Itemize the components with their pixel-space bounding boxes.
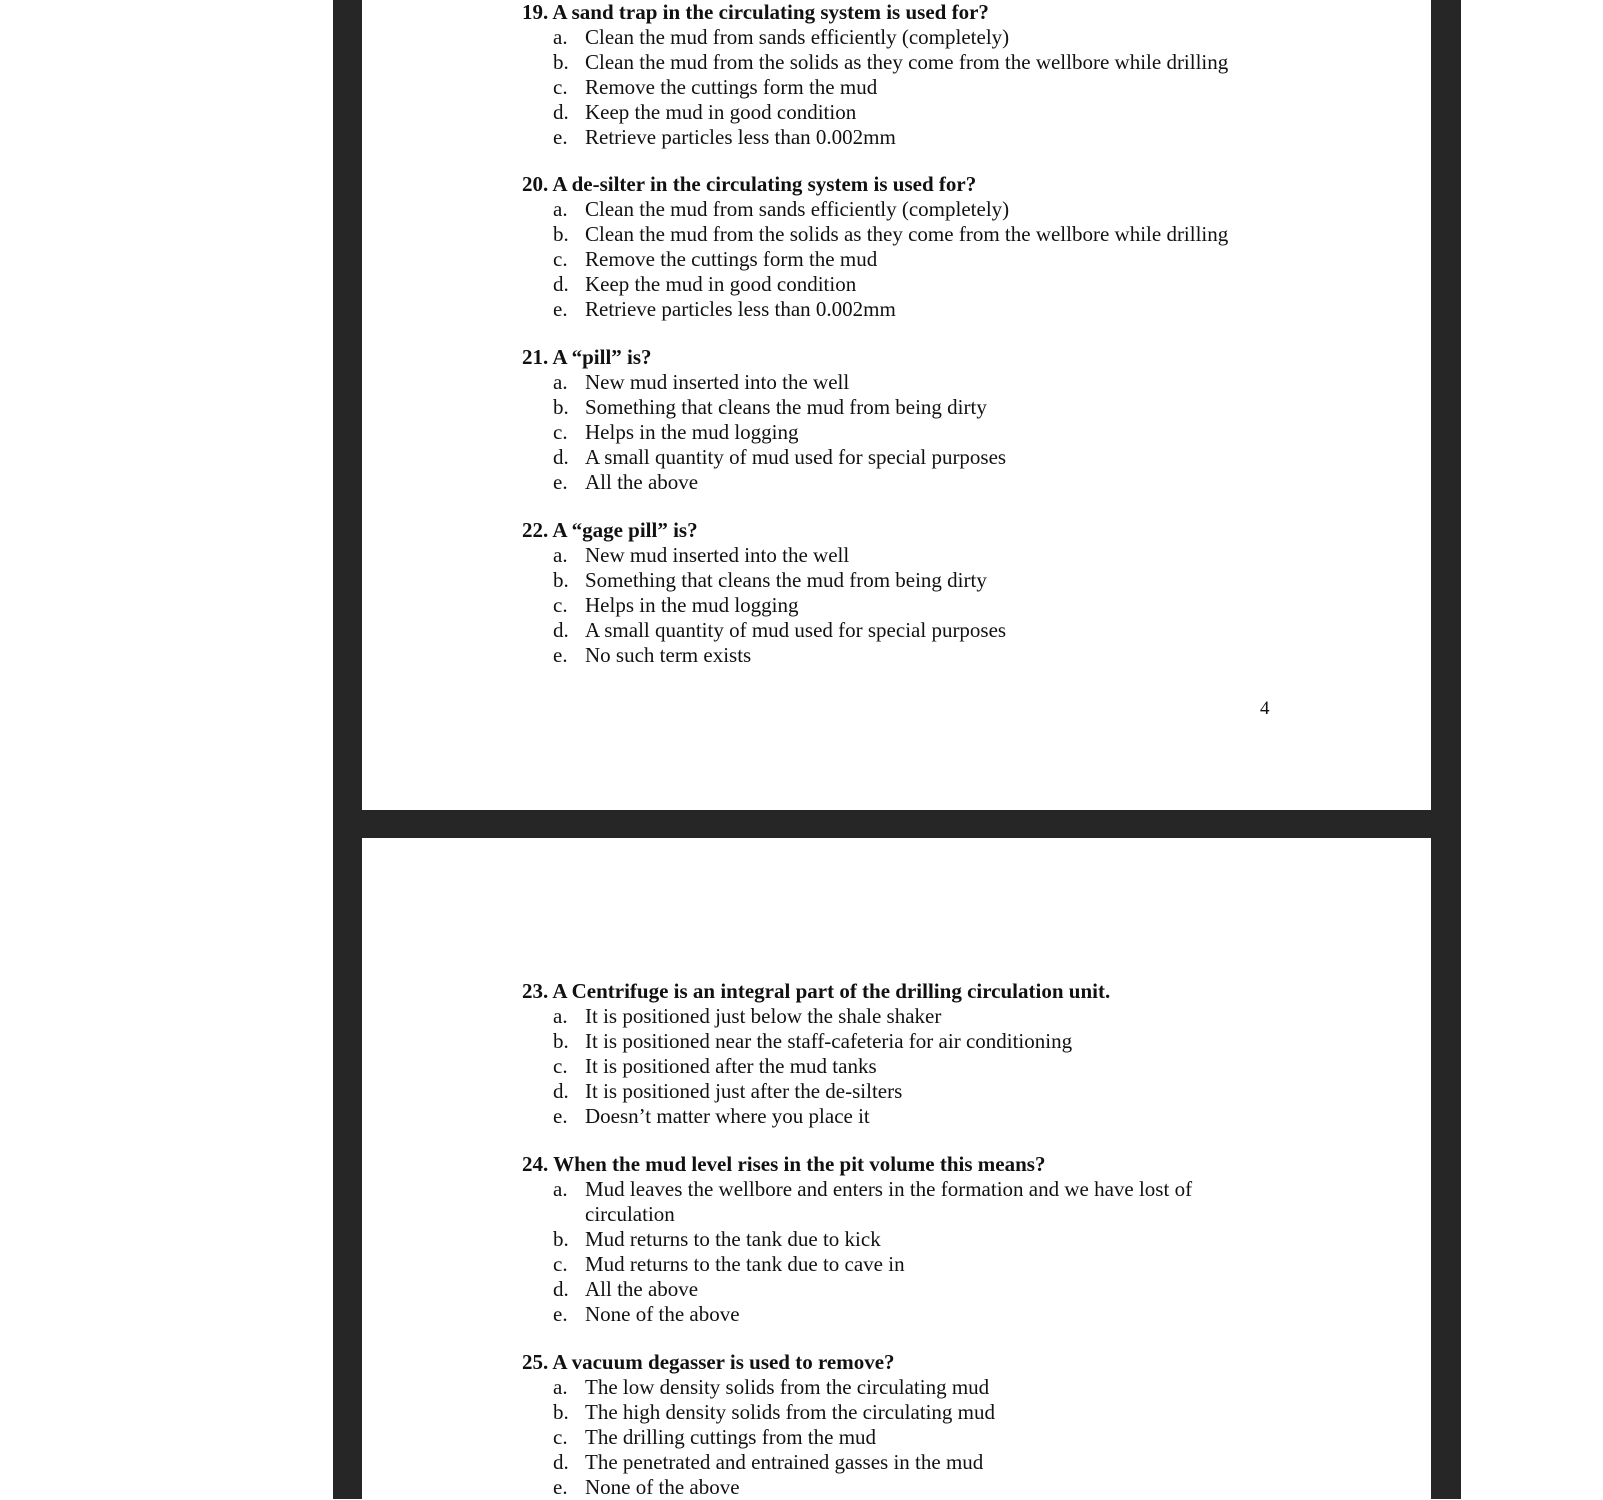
option-text: Helps in the mud logging — [585, 420, 799, 444]
option-letter: e. — [553, 1475, 568, 1499]
option-text: No such term exists — [585, 643, 752, 667]
option-text: Clean the mud from the solids as they come from the wellbore while drilling — [585, 50, 1229, 74]
option-text: Clean the mud from sands efficiently (completely) — [585, 197, 1010, 221]
option-text: Mud leaves the wellbore and enters in the formation and we have lost of circulation — [585, 1177, 1193, 1226]
answer-option — [522, 1277, 1265, 1302]
answer-option — [522, 1302, 1265, 1327]
option-text: The high density solids from the circulating mud — [585, 1400, 996, 1424]
option-letter: a. — [553, 1177, 568, 1201]
question-25 — [522, 1350, 1402, 1500]
option-letter: a. — [553, 543, 568, 567]
answer-option — [522, 1079, 1265, 1104]
option-letter: c. — [553, 1425, 568, 1449]
option-text: New mud inserted into the well — [585, 543, 850, 567]
option-letter: a. — [553, 1004, 568, 1028]
option-letter: e. — [553, 643, 568, 667]
option-letter: e. — [553, 297, 568, 321]
option-text: Keep the mud in good condition — [585, 272, 857, 296]
answer-option — [522, 1054, 1265, 1079]
question-23 — [522, 979, 1402, 1129]
option-text: Mud returns to the tank due to kick — [585, 1227, 881, 1251]
answer-option — [522, 1450, 1265, 1475]
option-text: All the above — [585, 1277, 699, 1301]
option-letter: b. — [553, 50, 569, 74]
option-letter: e. — [553, 1104, 568, 1128]
answer-option — [522, 470, 1265, 495]
answer-option — [522, 395, 1265, 420]
option-letter: b. — [553, 1400, 569, 1424]
option-letter: a. — [553, 1375, 568, 1399]
option-letter: d. — [553, 618, 569, 642]
option-letter: d. — [553, 445, 569, 469]
answer-option — [522, 247, 1265, 272]
option-letter: a. — [553, 25, 568, 49]
answer-option — [522, 1227, 1265, 1252]
answer-option — [522, 100, 1265, 125]
answer-option — [522, 125, 1265, 150]
answer-option — [522, 420, 1265, 445]
option-text: Retrieve particles less than 0.002mm — [585, 125, 896, 149]
option-letter: e. — [553, 125, 568, 149]
question-title: 24. When the mud level rises in the pit volume this means? — [522, 1152, 1046, 1176]
option-letter: d. — [553, 1277, 569, 1301]
option-letter: b. — [553, 222, 569, 246]
question-21 — [522, 345, 1402, 495]
option-text: Something that cleans the mud from being dirty — [585, 568, 987, 592]
question-title: 22. A “gage pill” is? — [522, 518, 698, 542]
question-title: 20. A de-silter in the circulating system is used for? — [522, 172, 977, 196]
answer-option — [522, 618, 1265, 643]
answer-option — [522, 543, 1265, 568]
option-letter: c. — [553, 75, 568, 99]
question-20 — [522, 172, 1402, 322]
answer-option — [522, 75, 1265, 100]
answer-option — [522, 1375, 1265, 1400]
option-letter: c. — [553, 1054, 568, 1078]
answer-option — [522, 1177, 1265, 1227]
option-letter: b. — [553, 395, 569, 419]
option-letter: e. — [553, 1302, 568, 1326]
answer-option — [522, 568, 1265, 593]
option-text: A small quantity of mud used for special purposes — [585, 618, 1007, 642]
option-text: None of the above — [585, 1302, 740, 1326]
answer-option — [522, 297, 1265, 322]
option-letter: a. — [553, 197, 568, 221]
answer-option — [522, 1004, 1265, 1029]
answer-option — [522, 50, 1265, 75]
option-text: It is positioned near the staff-cafeteria for air conditioning — [585, 1029, 1073, 1053]
answer-option — [522, 1475, 1265, 1500]
option-letter: d. — [553, 1450, 569, 1474]
question-title: 19. A sand trap in the circulating system is used for? — [522, 0, 989, 24]
option-text: Retrieve particles less than 0.002mm — [585, 297, 896, 321]
option-letter: c. — [553, 247, 568, 271]
question-title: 23. A Centrifuge is an integral part of the drilling circulation unit. — [522, 979, 1111, 1003]
question-title: 25. A vacuum degasser is used to remove? — [522, 1350, 895, 1374]
option-letter: b. — [553, 568, 569, 592]
option-letter: c. — [553, 420, 568, 444]
option-text: It is positioned just below the shale shaker — [585, 1004, 942, 1028]
answer-option — [522, 370, 1265, 395]
question-title: 21. A “pill” is? — [522, 345, 652, 369]
document-page — [362, 838, 1431, 1499]
option-text: Remove the cuttings form the mud — [585, 247, 878, 271]
option-text: Clean the mud from sands efficiently (completely) — [585, 25, 1010, 49]
option-text: Doesn’t matter where you place it — [585, 1104, 870, 1128]
question-22 — [522, 518, 1402, 668]
answer-option — [522, 1104, 1265, 1129]
option-letter: d. — [553, 272, 569, 296]
question-19 — [522, 0, 1402, 150]
document-page — [362, 0, 1431, 810]
option-text: The low density solids from the circulating mud — [585, 1375, 990, 1399]
question-24 — [522, 1152, 1402, 1327]
option-text: A small quantity of mud used for special purposes — [585, 445, 1007, 469]
option-letter: a. — [553, 370, 568, 394]
option-letter: c. — [553, 593, 568, 617]
answer-option — [522, 1425, 1265, 1450]
option-text: Mud returns to the tank due to cave in — [585, 1252, 905, 1276]
answer-option — [522, 222, 1265, 247]
answer-option — [522, 25, 1265, 50]
answer-option — [522, 1252, 1265, 1277]
option-text: Keep the mud in good condition — [585, 100, 857, 124]
answer-option — [522, 1029, 1265, 1054]
answer-option — [522, 643, 1265, 668]
option-text: The penetrated and entrained gasses in the mud — [585, 1450, 984, 1474]
answer-option — [522, 1400, 1265, 1425]
option-text: Clean the mud from the solids as they come from the wellbore while drilling — [585, 222, 1229, 246]
option-text: New mud inserted into the well — [585, 370, 850, 394]
option-text: Helps in the mud logging — [585, 593, 799, 617]
option-letter: b. — [553, 1227, 569, 1251]
option-text: All the above — [585, 470, 699, 494]
page-number: 4 — [1260, 698, 1270, 719]
answer-option — [522, 197, 1265, 222]
answer-option — [522, 593, 1265, 618]
option-text: The drilling cuttings from the mud — [585, 1425, 877, 1449]
option-letter: d. — [553, 100, 569, 124]
option-letter: d. — [553, 1079, 569, 1103]
option-letter: c. — [553, 1252, 568, 1276]
answer-option — [522, 445, 1265, 470]
option-text: It is positioned after the mud tanks — [585, 1054, 877, 1078]
option-letter: b. — [553, 1029, 569, 1053]
answer-option — [522, 272, 1265, 297]
option-text: None of the above — [585, 1475, 740, 1499]
option-text: Something that cleans the mud from being dirty — [585, 395, 987, 419]
option-letter: e. — [553, 470, 568, 494]
option-text: Remove the cuttings form the mud — [585, 75, 878, 99]
option-text: It is positioned just after the de-silters — [585, 1079, 903, 1103]
